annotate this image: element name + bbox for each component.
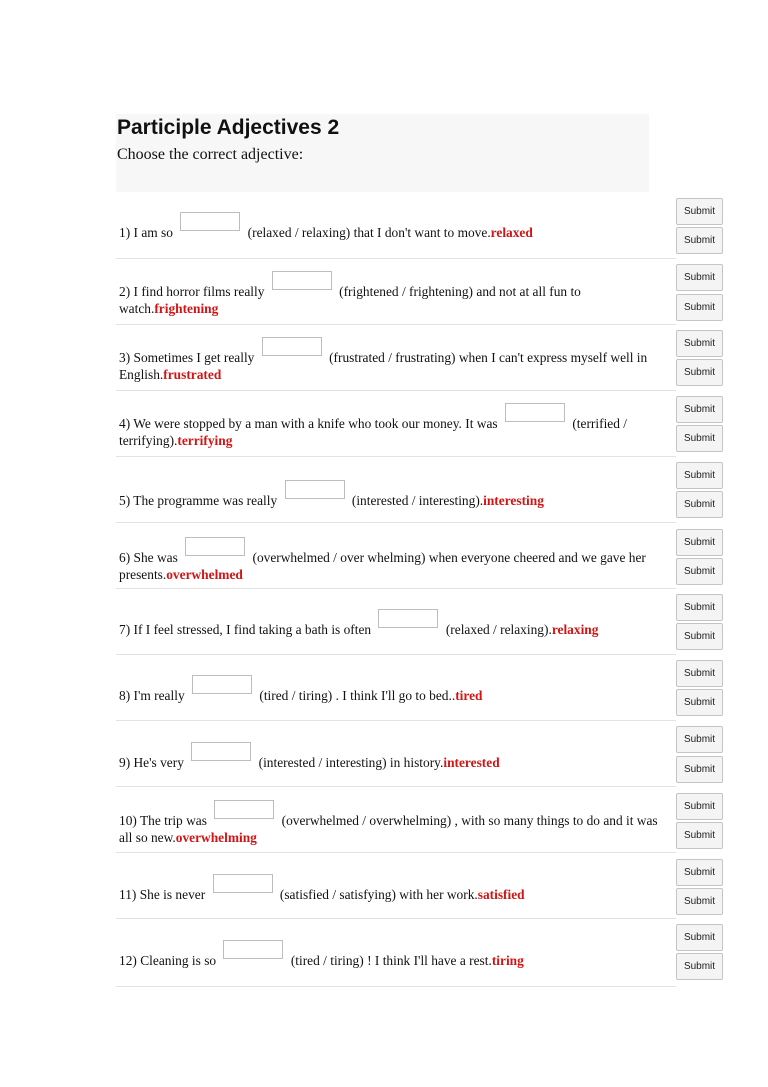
question-row	[116, 591, 676, 655]
question-before: The programme was really	[133, 493, 278, 508]
correct-answer: frustrated	[163, 367, 222, 382]
answer-input[interactable]	[505, 403, 565, 422]
question-text	[119, 212, 666, 241]
submit-button[interactable]: Submit	[676, 623, 723, 650]
submit-button[interactable]: Submit	[676, 529, 723, 556]
question-options: (frightened / frightening)	[339, 284, 474, 299]
submit-button[interactable]: Submit	[676, 660, 723, 687]
question-text	[119, 874, 666, 903]
question-text	[119, 742, 666, 771]
question-number: 7)	[119, 622, 131, 637]
question-before: Cleaning is so	[140, 953, 217, 968]
answer-input[interactable]	[285, 480, 345, 499]
question-after: . I think I'll go to bed..	[335, 688, 456, 703]
submit-button[interactable]: Submit	[676, 594, 723, 621]
question-options: (tired / tiring)	[259, 688, 333, 703]
answer-input[interactable]	[262, 337, 322, 356]
submit-button[interactable]: Submit	[676, 198, 723, 225]
question-number: 3)	[119, 350, 131, 365]
correct-answer: overwhelmed	[166, 567, 243, 582]
answer-input[interactable]	[185, 537, 245, 556]
question-text	[119, 675, 666, 704]
question-before: The trip was	[139, 813, 207, 828]
correct-answer: interesting	[483, 493, 544, 508]
question-after: and not at all fun to watch.	[119, 284, 581, 316]
submit-button[interactable]: Submit	[676, 558, 723, 585]
answer-input[interactable]	[272, 271, 332, 290]
submit-button[interactable]: Submit	[676, 822, 723, 849]
question-number: 12)	[119, 953, 137, 968]
question-before: I find horror films really	[133, 284, 265, 299]
question-row	[116, 657, 676, 721]
question-row	[116, 855, 676, 919]
answer-input[interactable]	[191, 742, 251, 761]
question-after: that I don't want to move.	[353, 225, 491, 240]
question-before: Sometimes I get really	[133, 350, 255, 365]
question-after: in history.	[389, 755, 444, 770]
question-before: If I feel stressed, I find taking a bath is often	[133, 622, 372, 637]
question-number: 6)	[119, 550, 131, 565]
question-number: 11)	[119, 887, 137, 902]
question-row	[116, 195, 676, 259]
submit-button[interactable]: Submit	[676, 396, 723, 423]
question-text	[119, 480, 666, 509]
correct-answer: satisfied	[477, 887, 525, 902]
submit-button[interactable]: Submit	[676, 924, 723, 951]
question-row	[116, 261, 676, 325]
question-before: I am so	[133, 225, 173, 240]
question-row	[116, 393, 676, 457]
submit-button[interactable]: Submit	[676, 425, 723, 452]
question-options: (overwhelmed / overwhelming)	[281, 813, 452, 828]
question-row	[116, 723, 676, 787]
question-before: I'm really	[133, 688, 185, 703]
question-before: She is never	[139, 887, 206, 902]
question-options: (satisfied / satisfying)	[279, 887, 396, 902]
question-number: 8)	[119, 688, 131, 703]
question-text	[119, 609, 666, 638]
answer-input[interactable]	[192, 675, 252, 694]
question-number: 10)	[119, 813, 137, 828]
question-text	[119, 800, 666, 846]
submit-button[interactable]: Submit	[676, 953, 723, 980]
question-number: 2)	[119, 284, 131, 299]
answer-input[interactable]	[223, 940, 283, 959]
question-row	[116, 921, 676, 987]
correct-answer: relaxed	[490, 225, 533, 240]
question-options: (frustrated / frustrating)	[329, 350, 456, 365]
correct-answer: overwhelming	[175, 830, 257, 845]
answer-input[interactable]	[180, 212, 240, 231]
submit-button[interactable]: Submit	[676, 888, 723, 915]
submit-button[interactable]: Submit	[676, 330, 723, 357]
submit-button[interactable]: Submit	[676, 756, 723, 783]
correct-answer: relaxing	[551, 622, 599, 637]
question-after: when everyone cheered and we gave her presents.	[119, 550, 646, 582]
question-options: (overwhelmed / over whelming)	[252, 550, 426, 565]
question-options: (terrified / terrifying).	[119, 416, 627, 448]
submit-button[interactable]: Submit	[676, 359, 723, 386]
question-options: (relaxed / relaxing)	[247, 225, 351, 240]
question-options: (interested / interesting)	[258, 755, 387, 770]
question-options: (relaxed / relaxing).	[445, 622, 552, 637]
question-row	[116, 789, 676, 853]
submit-button[interactable]: Submit	[676, 264, 723, 291]
question-after: with her work.	[399, 887, 478, 902]
instructions: Choose the correct adjective:	[117, 146, 304, 163]
answer-input[interactable]	[214, 800, 274, 819]
answer-input[interactable]	[378, 609, 438, 628]
submit-button[interactable]: Submit	[676, 227, 723, 254]
question-text	[119, 940, 666, 969]
question-before: She was	[133, 550, 178, 565]
submit-button[interactable]: Submit	[676, 462, 723, 489]
question-options: (tired / tiring)	[290, 953, 364, 968]
submit-button[interactable]: Submit	[676, 294, 723, 321]
question-after: ! I think I'll have a rest.	[367, 953, 492, 968]
correct-answer: tired	[455, 688, 483, 703]
page-title: Participle Adjectives 2	[117, 116, 340, 139]
submit-button[interactable]: Submit	[676, 491, 723, 518]
question-row	[116, 327, 676, 391]
correct-answer: frightening	[154, 301, 219, 316]
question-row	[116, 459, 676, 523]
correct-answer: tiring	[491, 953, 524, 968]
answer-input[interactable]	[213, 874, 273, 893]
submit-button[interactable]: Submit	[676, 689, 723, 716]
correct-answer: terrifying	[177, 433, 233, 448]
question-before: He's very	[133, 755, 184, 770]
submit-button[interactable]: Submit	[676, 726, 723, 753]
question-text	[119, 271, 666, 317]
question-number: 1)	[119, 225, 131, 240]
question-text	[119, 537, 666, 583]
submit-button[interactable]: Submit	[676, 793, 723, 820]
question-before: We were stopped by a man with a knife who took our money. It was	[133, 416, 498, 431]
question-options: (interested / interesting).	[351, 493, 484, 508]
question-text	[119, 337, 666, 383]
question-number: 4)	[119, 416, 131, 431]
question-number: 5)	[119, 493, 131, 508]
question-after: when I can't express myself well in English.	[119, 350, 648, 382]
correct-answer: interested	[443, 755, 500, 770]
submit-button[interactable]: Submit	[676, 859, 723, 886]
question-number: 9)	[119, 755, 131, 770]
question-row	[116, 525, 676, 589]
question-text	[119, 403, 666, 449]
question-after: , with so many things to do and it was all so new.	[119, 813, 658, 845]
